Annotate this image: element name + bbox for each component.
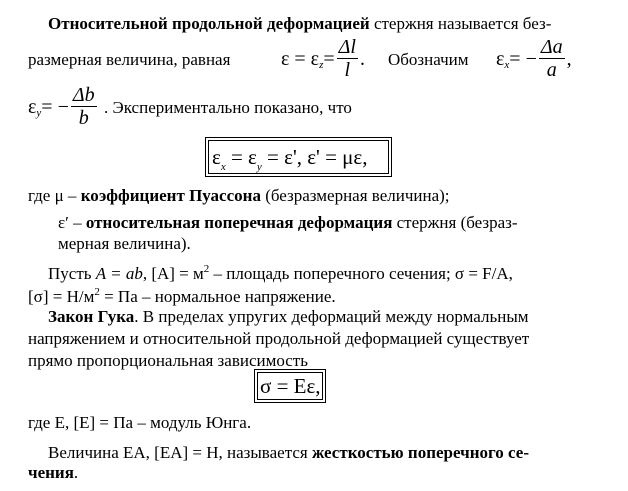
paragraph-1-line-3: . Экспериментально показано, что xyxy=(104,98,352,117)
term-hooke-law: Закон Гука xyxy=(48,307,135,326)
fraction-dl-l: $\frac{\Delta l}{l}$ xyxy=(338,36,356,81)
formula-eps-x: ε x = − $\frac{\Delta a}{a}$ , xyxy=(496,36,572,81)
term-longitudinal-strain: Относительной продольной деформацией xyxy=(48,14,370,33)
term-lateral-strain: относительная поперечная деформация xyxy=(85,213,393,232)
paragraph-1-line-2: размерная величина, равная xyxy=(28,50,231,69)
fraction-db-b: $\frac{\Delta b}{b}$ xyxy=(72,84,95,129)
paragraph-5-line-2: напряжением и относительной продольной деформацией существует xyxy=(28,329,530,348)
paragraph-7-line-2: чения. xyxy=(28,463,79,482)
paragraph-7-line-1: Величина EA, [EA] = Н, называется жесткостью поперечного се- xyxy=(48,443,530,462)
paragraph-3-line-2: мерная величина). xyxy=(58,234,191,253)
formula-poisson: $\varepsilon_x = \varepsilon_y = \varepsilon'$, ε' = με, xyxy=(212,145,368,173)
paragraph-2: где μ – коэффициент Пуассона (безразмерная величина); xyxy=(28,186,450,205)
paragraph-5-line-3: прямо пропорциональная зависимость xyxy=(28,351,308,370)
paragraph-1-line-1: Относительной продольной деформацией стержня называется без- xyxy=(48,14,552,33)
term-poisson: коэффициент Пуассона xyxy=(80,186,261,205)
paragraph-3-line-1: ε′ – относительная поперечная деформация стержня (безраз- xyxy=(58,213,518,232)
formula-eps-y: ε y = − $\frac{\Delta b}{b}$ xyxy=(28,84,95,129)
paragraph-6: где E, [E] = Па – модуль Юнга. xyxy=(28,413,252,432)
paragraph-5-line-1: Закон Гука. В пределах упругих деформаций между нормальным xyxy=(48,307,529,326)
paragraph-4-line-2: $[\sigma] = Н/м^2$ = Па – нормальное напряжение. xyxy=(28,286,336,306)
paragraph-4-line-1: Пусть A = ab, $[A] = м^2$ – площадь поперечного сечения; σ = F/A, xyxy=(48,263,513,283)
term-stiffness: жесткостью поперечного се- xyxy=(311,443,530,462)
formula-eps-z: ε = ε z = $\frac{\Delta l}{l}$ . xyxy=(281,36,365,81)
oboznachim-label: Обозначим xyxy=(388,50,469,69)
formula-hooke: σ = Eε, xyxy=(260,374,321,398)
fraction-da-a: $\frac{\Delta a}{a}$ xyxy=(540,36,563,81)
